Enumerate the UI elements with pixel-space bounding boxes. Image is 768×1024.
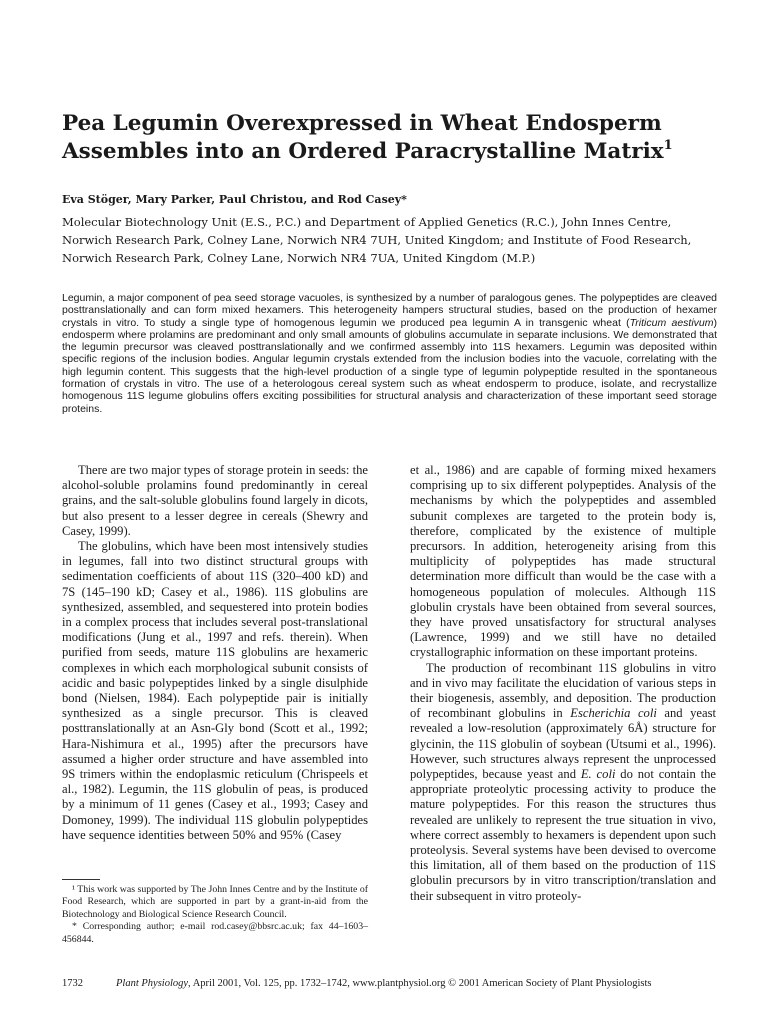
body-paragraph-4-text-c: do not contain the appropriate proteolytic processing activity to produce the mature polypeptides. For this reason the structures thus revealed are unlikely to represent the true situation in vivo, where correct assembly to hexamers is dependent upon such proteolysis. Several systems have been devised to overcome this limitation, all of them based on the production of 11S globulin precursors by in vitro transcription/translation and their subsequent in vitro proteoly- [410, 767, 717, 903]
species-name-ecoli: Escherichia coli [570, 706, 657, 721]
body-paragraph-1: There are two major types of storage protein in seeds: the alcohol-soluble prolamins found predominantly in cereal grains, and the salt-soluble globulins found largely in dicots, but also present to a lesser degree in cereals (Shewry and Casey, 1999). [62, 463, 368, 538]
abstract-text-1: Legumin, a major component of pea seed storage vacuoles, is synthesized by a number of paralogous genes. The polypeptides are cleaved posttranslationally and can form mixed hexamers. This heterogeneity hampers structural studies, based on the production of hexamer crystals in vitro. To study a single type of homogenous legumin we produced pea legumin A in transgenic wheat ( [62, 292, 717, 329]
footnote-corresponding-author: * Corresponding author; e-mail rod.casey@bbsrc.ac.uk; fax 44–1603–456844. [62, 921, 368, 945]
footnote-funding: ¹ This work was supported by The John Innes Centre and by the Institute of Food Research, which are supported in part by a grant-in-aid from the Biotechnology and Biological Science Research Council. [62, 884, 368, 920]
body-paragraph-3: et al., 1986) and are capable of forming mixed hexamers comprising up to six different polypeptides. Analysis of the mechanisms by which the polypeptides and assembled subunit complexes are targeted to the protein body is, therefore, complicated by the existence of multiple precursors. In addition, heterogeneity arising from this multiplicity of polypeptides has made structural determination more difficult than would be the case with a homogeneous population of molecules. Although 11S globulin crystals have been obtained from several sources, they have proved unsatisfactory for structural analyses (Lawrence, 1999) and we still have no detailed crystallographic information on these important proteins. [410, 463, 716, 660]
journal-citation [116, 978, 722, 989]
abstract-text-2: ) endosperm where prolamins are predominant and only small amounts of globulins accumulate in separate inclusions. We demonstrated that the legumin precursor was cleaved posttranslationally and we confirmed assembly into 11S hexamers. Legumin was deposited within specific regions of the inclusion bodies. Angular legumin crystals extended from the inclusion bodies into the vacuole, correlating with the high legumin content. This suggests that the high-level production of a single type of legumin polypeptide resulted in the spontaneous formation of crystals in vitro. The use of a heterologous cereal system such as wheat endosperm to produce, isolate, and recrystallize homogenous 11S legume globulins offers exciting possibilities for structural analysis and characterization of these important seed storage proteins. [62, 316, 718, 415]
abstract-species-name: Triticum aestivum [629, 316, 714, 329]
body-column-left [62, 463, 368, 843]
abstract [62, 292, 717, 415]
body-paragraph-2: The globulins, which have been most intensively studies in legumes, fall into two distinct structural groups with sedimentation coefficients of about 11S (320–400 kD) and 7S (145–190 kD; Casey et al., 1986). 11S globulins are synthesized, assembled, and sequestered into protein bodies in a complex process that includes several post-translational modifications (Jung et al., 1997 and refs. therein). When purified from seeds, mature 11S globulins are hexameric complexes in which each morphological subunit consists of acidic and basic polypeptides linked by a single disulphide bond (Nielsen, 1984). Each polypeptide pair is initially synthesized as a single precursor. This is cleaved posttranslationally at an Asn-Gly bond (Scott et al., 1992; Hara-Nishimura et al., 1995) after the precursors have assumed a higher order structure and have assembled into 9S trimers within the endoplasmic reticulum (Chrispeels et al., 1982). Legumin, the 11S globulin of peas, is produced by a minimum of 11 genes (Casey et al., 1993; Casey and Domoney, 1999). The individual 11S globulin polypeptides have sequence identities between 50% and 95% (Casey [62, 539, 368, 842]
footnote-divider [62, 879, 100, 880]
article-title [62, 110, 722, 166]
title-footnote-marker: 1 [663, 138, 673, 153]
body-paragraph-4-text-b: and yeast revealed a low-resolution (approximately 6Å) structure for glycinin, the 11S globulin of soybean (Utsumi et al., 1996). However, such structures always represent the unprocessed polypeptides, because yeast and [410, 706, 716, 782]
body-paragraph-4-text-a: The production of recombinant 11S globulins in vitro and in vivo may facilitate the elucidation of various steps in their biogenesis, assembly, and deposition. The production of recombinant globulins in [410, 660, 716, 721]
body-column-right [410, 463, 716, 904]
citation-details: , April 2001, Vol. 125, pp. 1732–1742, www.plantphysiol.org © 2001 American Society of Plant Physiologists [188, 978, 652, 989]
article-title-text: Pea Legumin Overexpressed in Wheat Endosperm Assembles into an Ordered Paracrystalline Matrix [62, 111, 664, 164]
body-paragraph-4 [410, 661, 716, 904]
page-number: 1732 [62, 978, 83, 989]
author-list: Eva Stöger, Mary Parker, Paul Christou, and Rod Casey* [62, 193, 407, 206]
journal-name: Plant Physiology [116, 978, 189, 989]
page-footer [62, 978, 722, 989]
species-name-ecoli-short: E. coli [580, 767, 616, 782]
author-affiliations: Molecular Biotechnology Unit (E.S., P.C.) and Department of Applied Genetics (R.C.), John Innes Centre, Norwich Research Park, Colney Lane, Norwich NR4 7UH, United Kingdom; and Institute of Food Research, Norwich Research Park, Colney Lane, Norwich NR4 7UA, United Kingdom (M.P.) [62, 215, 692, 265]
footnotes [62, 884, 368, 946]
